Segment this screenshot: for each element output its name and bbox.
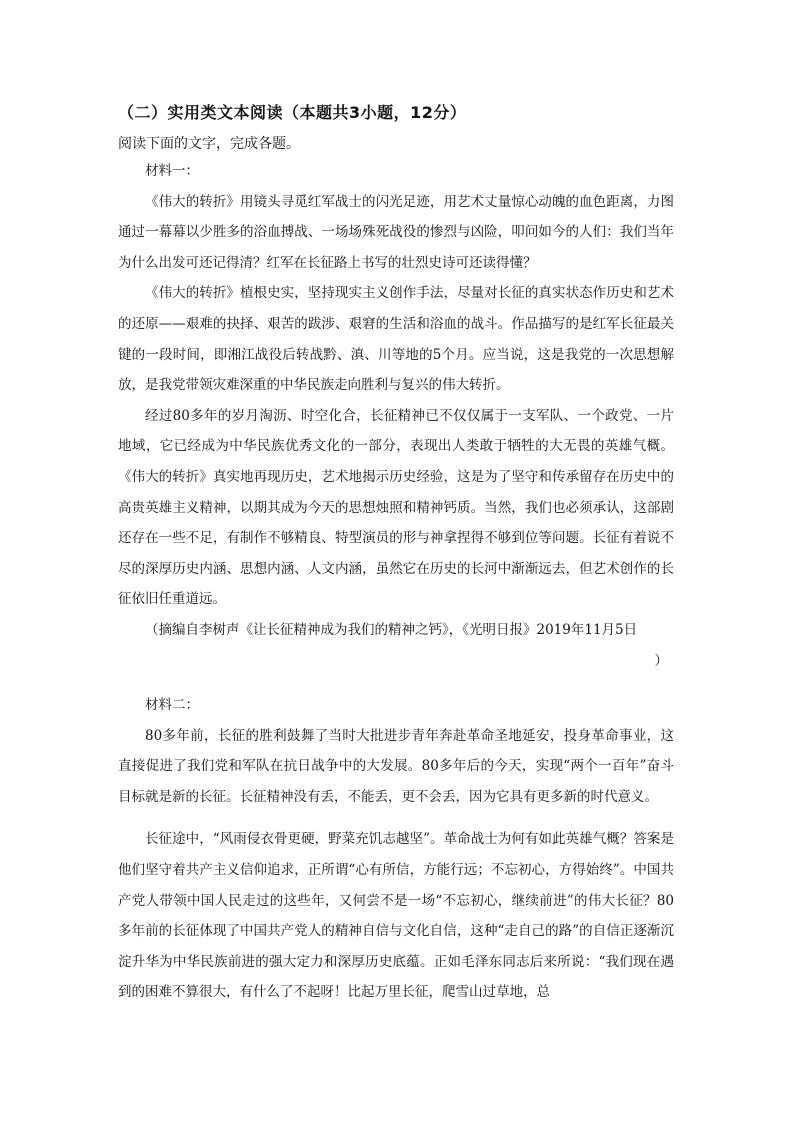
material-one-source: （摘编自李树声《让长征精神成为我们的精神之钙》，《光明日报》2019年11月5日 xyxy=(145,621,638,638)
material-one xyxy=(118,156,674,676)
material-one-paragraph-2: 《伟大的转折》植根史实，坚持现实主义创作手法，尽量对长征的真实状态作历史和艺术的还原——艰难的抉择、艰苦的跋涉、艰窘的生活和浴血的战斗。作品描写的是红军长征最关键的一段时间，即湘江战役后转战黔、滇、川等地的5个月。应当说，这是我党的一次思想解放，是我党带领灾难深重的中华民族走向胜利与复兴的伟大转折。 xyxy=(118,285,674,394)
material-one-paragraph-3: 经过80多年的岁月淘沥、时空化合，长征精神已不仅仅属于一支军队、一个政党、一片地域，它已经成为中华民族优秀文化的一部分，表现出人类敢于牺牲的大无畏的英雄气概。《伟大的转折》真实地再现历史，艺术地揭示历史经验，这是为了坚守和传承留存在历史中的高贵英雄主义精神，以期其成为今天的思想烛照和精神钙质。当然，我们也必须承认，这部剧还存在一些不足，有制作不够精良、特型演员的形与神拿捏得不够到位等问题。长征有着说不尽的深厚历史内涵、思想内涵、人文内涵，虽然它在历史的长河中渐渐远去，但艺术创作的长征依旧任重道远。 xyxy=(118,407,674,608)
paragraph-gap xyxy=(118,812,674,824)
section-title: （二）实用类文本阅读（本题共3小题，12分） xyxy=(118,103,467,122)
material-two-paragraph-2: 长征途中，“风雨侵衣骨更硬，野菜充饥志越坚”。革命战士为何有如此英雄气概？答案是他们坚守着共产主义信仰追求，正所谓“心有所信，方能行远；不忘初心，方得始终”。中国共产党人带领中国人民走过的这些年，又何尝不是一场“不忘初心，继续前进”的伟大长征？80多年前的长征体现了中国共产党人的精神自信与文化自信，这种“走自己的路”的自信正逐渐沉淀升华为中华民族前进的强大定力和深厚历史底蕴。正如毛泽东同志后来所说：“我们现在遇到的困难不算很大，有什么了不起呀！比起万里长征，爬雪山过草地，总 xyxy=(118,831,674,1001)
material-one-label: 材料一： xyxy=(145,163,199,179)
material-two xyxy=(118,690,674,1008)
material-two-label: 材料二： xyxy=(145,697,199,713)
material-one-source-close: ） xyxy=(654,652,668,669)
material-two-paragraph-1: 80多年前，长征的胜利鼓舞了当时大批进步青年奔赴革命圣地延安，投身革命事业，这直接促进了我们党和军队在抗日战争中的大发展。80多年后的今天，实现“两个一百年”奋斗目标就是新的长征。长征精神没有丢，不能丢，更不会丢，因为它具有更多新的时代意义。 xyxy=(118,727,674,805)
reading-instruction: 阅读下面的文字，完成各题。 xyxy=(118,136,300,152)
material-one-paragraph-1: 《伟大的转折》用镜头寻觅红军战士的闪光足迹，用艺术丈量惊心动魄的血色距离，力图通过一幕幕以少胜多的浴血搏战、一场场殊死战役的惨烈与凶险，叩问如今的人们：我们当年为什么出发可还记得清？红军在长征路上书写的壮烈史诗可还读得懂？ xyxy=(118,193,674,271)
